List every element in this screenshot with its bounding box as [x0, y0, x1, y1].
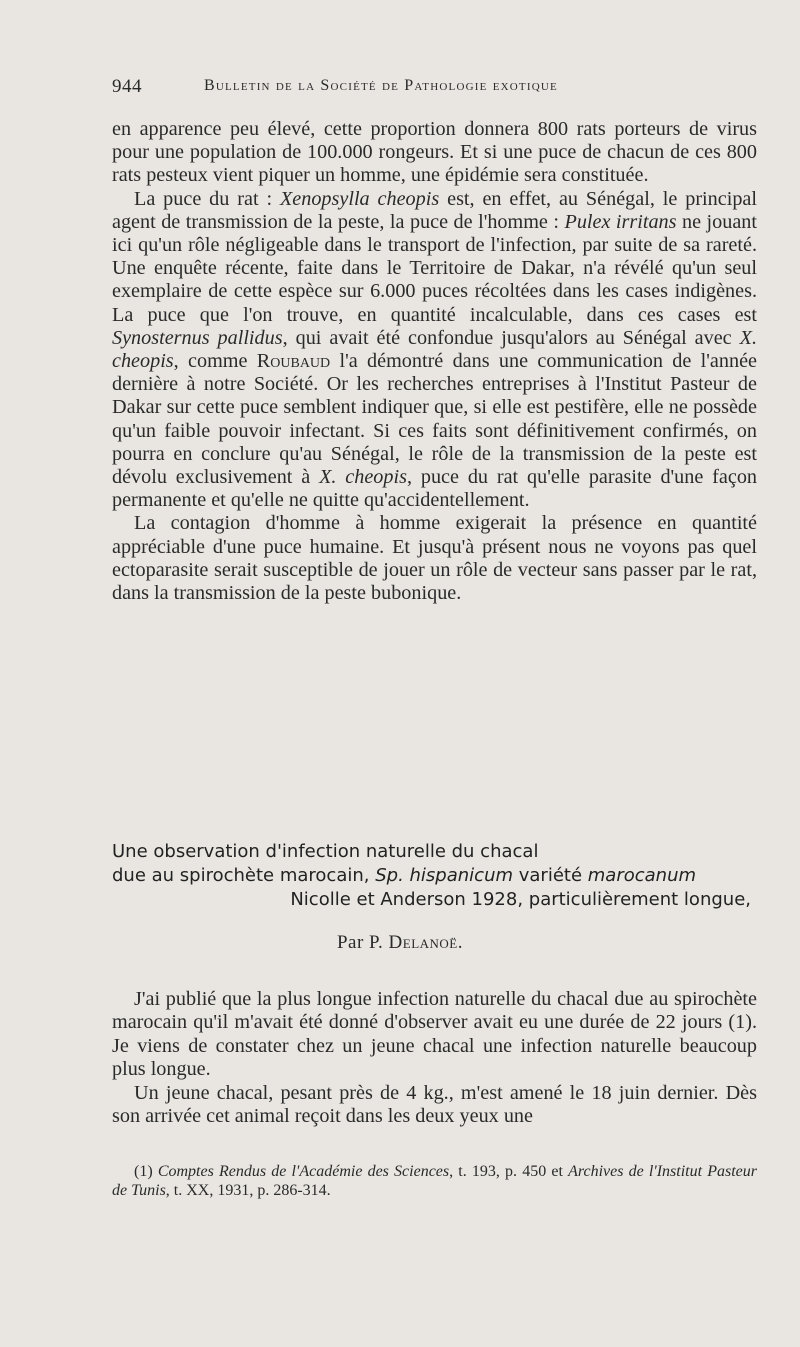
article-body	[112, 988, 757, 1128]
footnote-text	[112, 1162, 757, 1200]
text-run: , qui avait été confondue jusqu'alors au Sénégal avec	[282, 326, 740, 349]
reference-title: Comptes Rendus de l'Académie des Sciences	[157, 1163, 450, 1180]
author-name: Roubaud	[256, 350, 331, 373]
footnote	[112, 1162, 757, 1200]
text-run: due au spirochète marocain,	[112, 865, 376, 886]
article-title	[112, 840, 757, 912]
previous-article-text	[112, 118, 757, 605]
byline-prefix: Par P.	[336, 932, 389, 953]
text-run: ne jouant ici qu'un rôle négligeable dans le transport de l'infection, par suite de sa rareté. Une enquête récente, faite dans le Territoire de Dakar, n'a révélé qu'un seul exemplaire de cette espèce sur 6.000 puces récoltées dans les cases indigènes. La puce que l'on trouve, en quantité incalculable, dans ces cases est	[112, 210, 758, 326]
text-run: , comme	[173, 350, 257, 373]
title-line	[112, 864, 757, 888]
text-run: l'a démontré dans une communication de l'année dernière à notre Société. Or les recherches entreprises à l'Institut Pasteur de Dakar sur cette puce semblent indiquer que, si elle est pestifère, elle ne possède qu'un faible pouvoir infectant. Si ces faits sont définitivement confirmés, on pourra en conclure qu'au Sénégal, le rôle de la transmission de la peste est dévolu exclusivement à	[112, 350, 757, 489]
title-line: Nicolle et Anderson 1928, particulièrement longue,	[290, 889, 751, 910]
species-name: Sp. hispanicum	[375, 865, 514, 886]
species-name: X. cheopis	[319, 466, 407, 489]
paragraph: La contagion d'homme à homme exigerait la présence en quantité appréciable d'une puce humaine. Et jusqu'à présent nous ne voyons pas quel ectoparasite serait susceptible de jouer un rôle de vecteur sans passer par le rat, dans la transmission de la peste bubonique.	[112, 512, 757, 605]
text-run: variété	[513, 865, 588, 886]
text-run: , t. XX, 1931, p. 286-314.	[165, 1182, 331, 1199]
title-line: Une observation d'infection naturelle du chacal	[112, 841, 539, 862]
text-run: , puce du rat qu'elle parasite d'une façon permanente et qu'elle ne quitte qu'accidentellement.	[112, 466, 758, 512]
text-run: est, en effet, au Sénégal, le principal agent de transmission de la peste, la puce de l'homme :	[112, 187, 757, 233]
paragraph: en apparence peu élevé, cette proportion donnera 800 rats porteurs de virus pour une population de 100.000 rongeurs. Et si une puce de chacun de ces 800 rats pesteux vient piquer un homme, une épidémie sera constituée.	[112, 118, 757, 187]
species-name: Synosternus pallidus	[112, 326, 283, 349]
paragraph: Un jeune chacal, pesant près de 4 kg., m'est amené le 18 juin dernier. Dès son arrivée cet animal reçoit dans les deux yeux une	[112, 1081, 757, 1128]
page-number: 944	[112, 76, 142, 97]
species-name: X. cheopis	[112, 326, 757, 373]
text-run: , t. 193, p. 450 et	[449, 1163, 569, 1180]
page-header	[112, 76, 757, 106]
reference-title: Archives de l'Institut Pasteur de Tunis	[112, 1163, 757, 1199]
species-name: Xenopsylla cheopis	[279, 187, 440, 210]
species-name: Pulex irritans	[564, 210, 677, 233]
text-run: La puce du rat :	[134, 187, 280, 210]
variety-name: marocanum	[587, 865, 697, 886]
author-name: Delanoë.	[388, 932, 463, 953]
footnote-number: (1)	[134, 1163, 158, 1180]
paragraph	[112, 188, 757, 513]
byline	[0, 932, 800, 954]
paragraph: J'ai publié que la plus longue infection naturelle du chacal due au spirochète marocain qu'il m'avait été donné d'observer avait eu une durée de 22 jours (1). Je viens de constater chez un jeune chacal une infection naturelle beaucoup plus longue.	[112, 988, 757, 1081]
running-title: Bulletin de la Société de Pathologie exotique	[204, 77, 558, 94]
